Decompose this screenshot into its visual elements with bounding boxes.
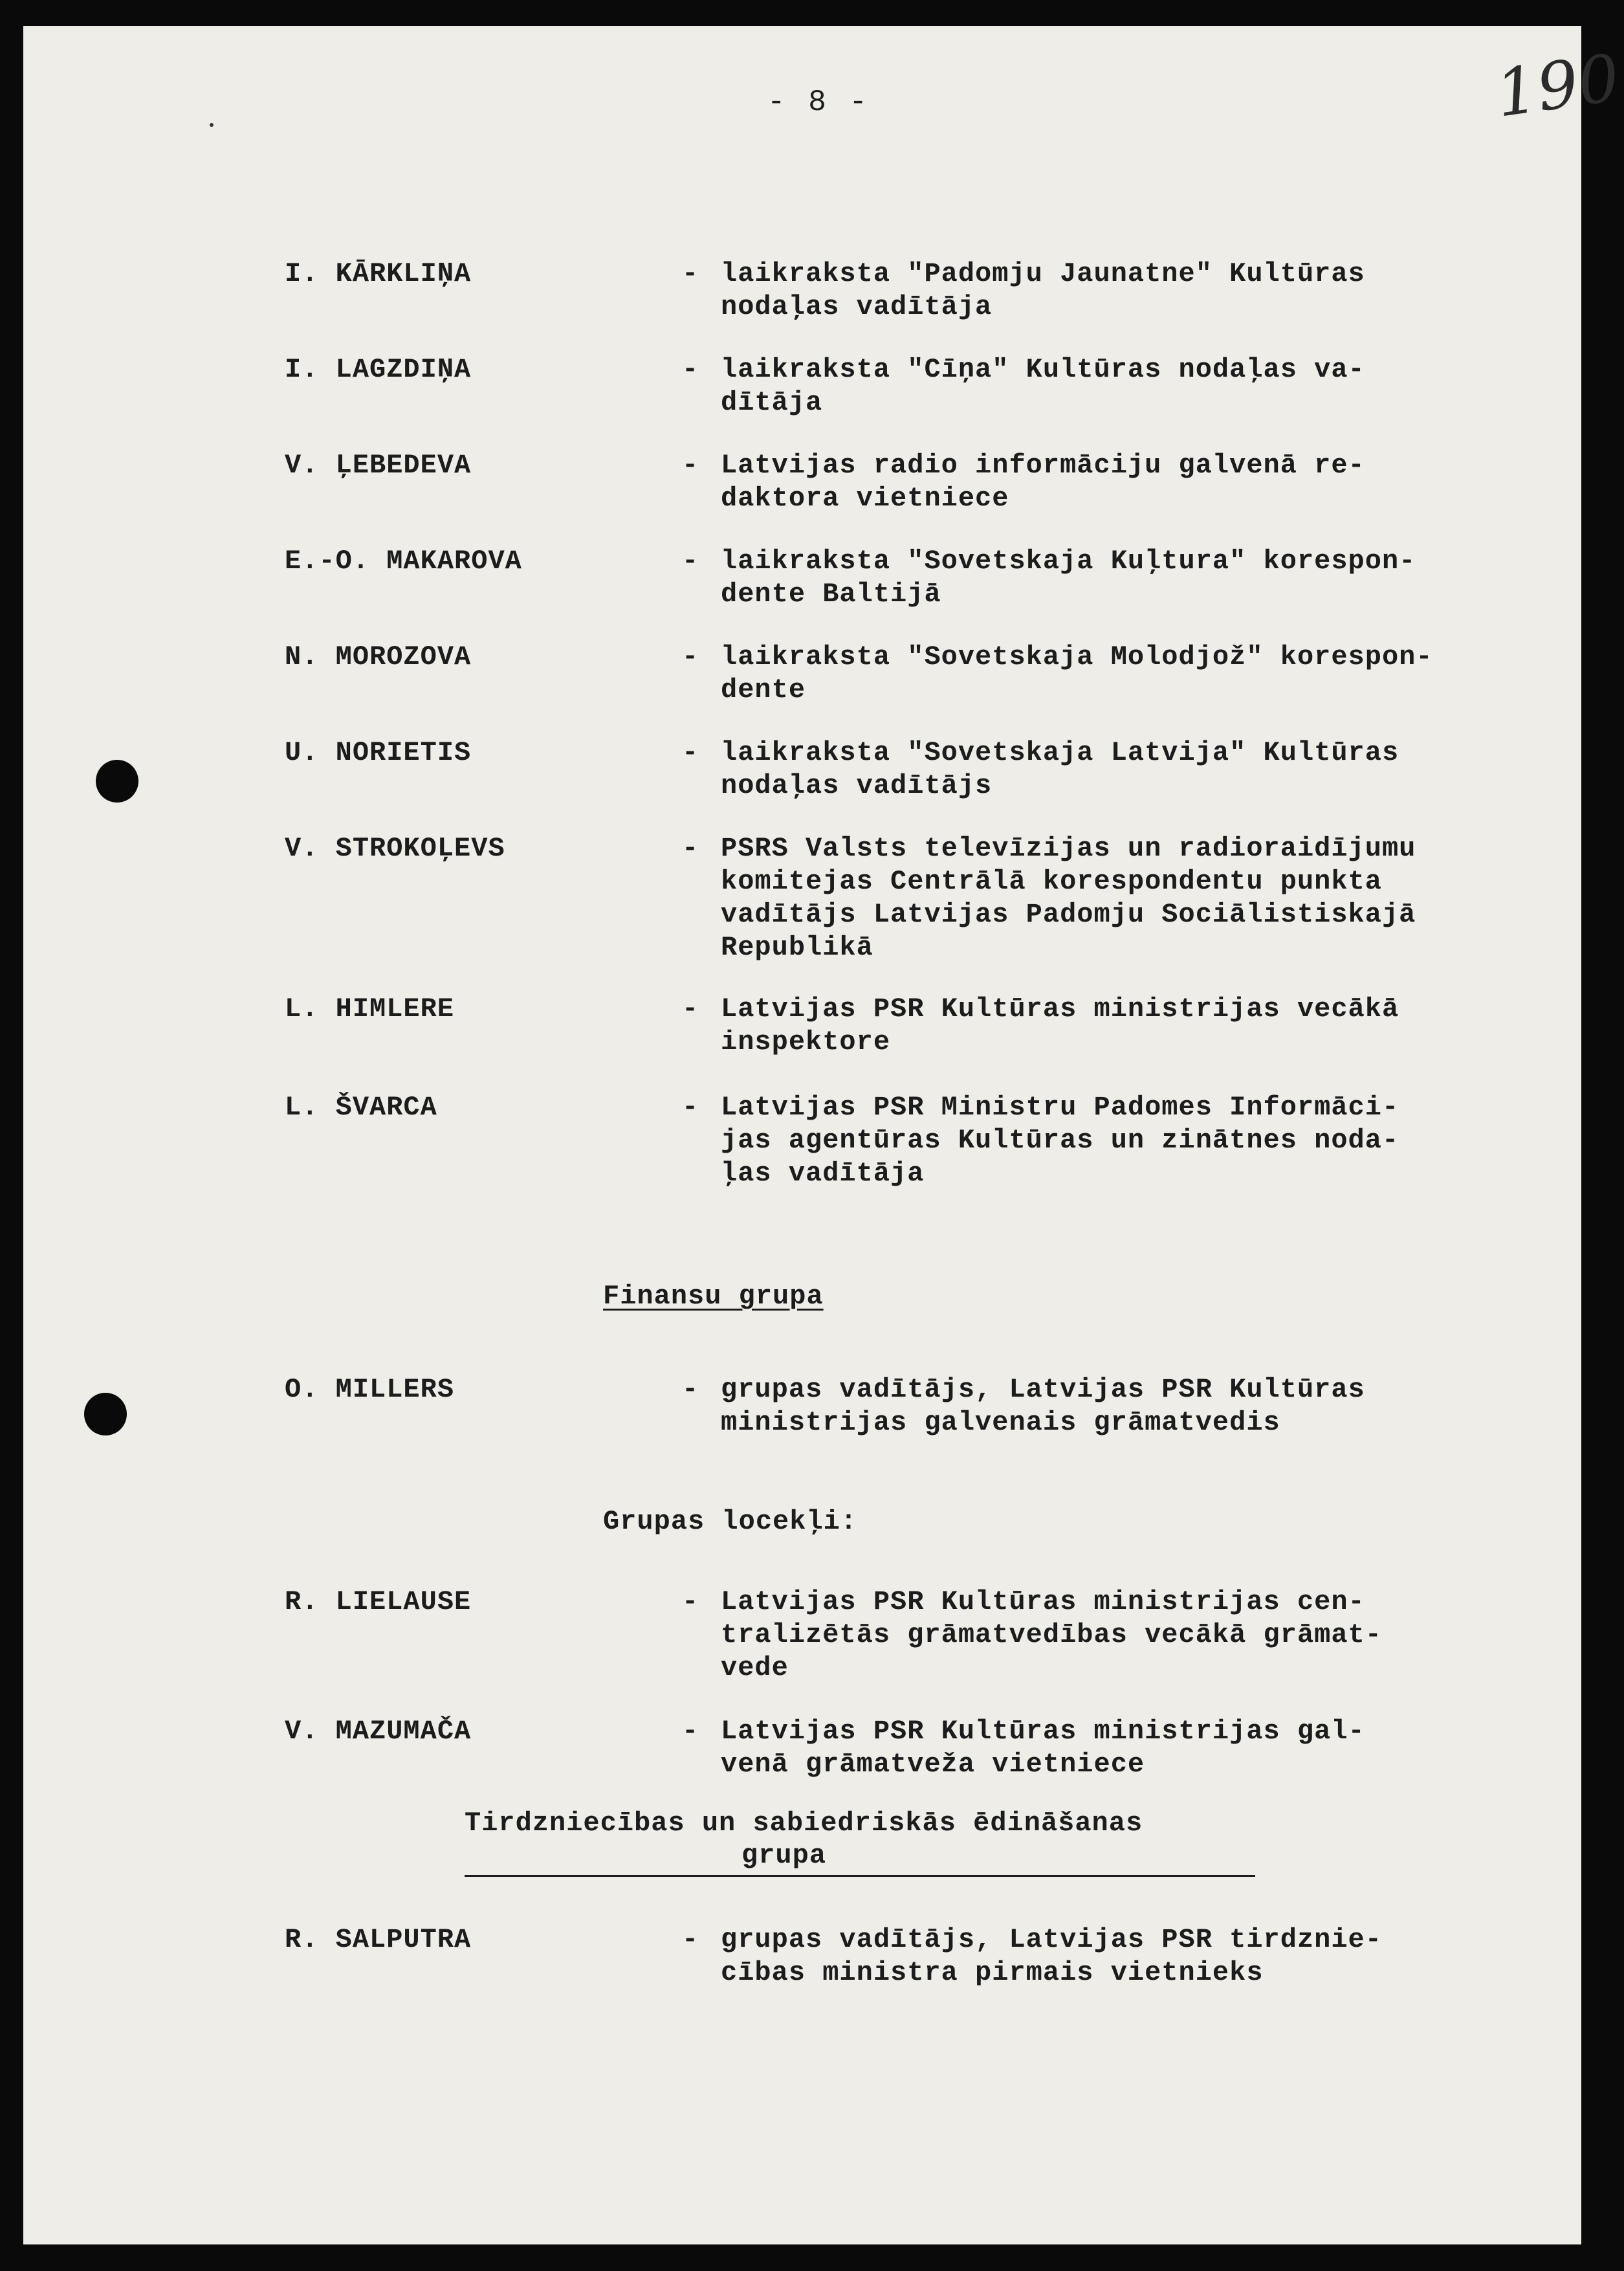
dash: -	[682, 546, 699, 577]
section-heading-trade: Tirdzniecības un sabiedriskās ēdināšanas	[465, 1808, 1143, 1839]
dash: -	[682, 1374, 699, 1405]
dash: -	[682, 641, 699, 672]
page-number: - 8 -	[767, 85, 870, 119]
person-name: O. MILLERS	[285, 1374, 455, 1405]
heading-underline	[465, 1875, 1255, 1877]
dash: -	[682, 450, 699, 481]
person-name: R. LIELAUSE	[285, 1586, 472, 1617]
section-heading-finance: Finansu grupa	[603, 1281, 824, 1312]
dash: -	[682, 993, 699, 1025]
person-role: Latvijas radio informāciju galvenā re- daktora vietniece	[721, 450, 1365, 514]
section-heading-trade-line2: grupa	[741, 1840, 827, 1871]
document-page	[23, 26, 1624, 2244]
dash: -	[682, 1716, 699, 1747]
person-name: L. ŠVARCA	[285, 1092, 437, 1123]
members-label: Grupas locekļi:	[603, 1506, 858, 1537]
person-role: laikraksta "Sovetskaja Kuļtura" korespon- dente Baltijā	[721, 546, 1416, 610]
person-name: V. MAZUMAČA	[285, 1716, 472, 1747]
person-role: Latvijas PSR Kultūras ministrijas vecākā inspektore	[721, 993, 1399, 1058]
dash: -	[682, 258, 699, 289]
person-role: laikraksta "Sovetskaja Latvija" Kultūras nodaļas vadītājs	[721, 737, 1399, 801]
ink-speck	[210, 123, 214, 127]
person-role: laikraksta "Sovetskaja Molodjož" korespon- dente	[721, 641, 1433, 705]
person-name: V. ĻEBEDEVA	[285, 450, 472, 481]
punch-hole-icon	[84, 1393, 127, 1435]
dash: -	[682, 1924, 699, 1955]
person-name: R. SALPUTRA	[285, 1924, 472, 1955]
person-role: Latvijas PSR Kultūras ministrijas gal- venā grāmatveža vietniece	[721, 1716, 1365, 1780]
person-role: Latvijas PSR Kultūras ministrijas cen- tralizētās grāmatvedības vecākā grāmat- vede	[721, 1586, 1382, 1683]
person-role: laikraksta "Padomju Jaunatne" Kultūras nodaļas vadītāja	[721, 258, 1365, 322]
person-name: I. LAGZDIŅA	[285, 354, 472, 385]
person-role: PSRS Valsts televīzijas un radioraidījumu komitejas Centrālā korespondentu punkta vadītājs Latvijas Padomju Sociālistiskajā Republikā	[721, 833, 1416, 963]
person-role: laikraksta "Cīņa" Kultūras nodaļas va- dītāja	[721, 354, 1365, 418]
dash: -	[682, 1586, 699, 1617]
person-name: N. MOROZOVA	[285, 641, 472, 672]
person-role: grupas vadītājs, Latvijas PSR tirdznie- cības ministra pirmais vietnieks	[721, 1924, 1382, 1988]
person-name: V. STROKOĻEVS	[285, 833, 505, 864]
dash: -	[682, 737, 699, 768]
person-role: Latvijas PSR Ministru Padomes Informāci- jas agentūras Kultūras un zinātnes noda- ļas vadītāja	[721, 1092, 1399, 1189]
person-name: E.-O. MAKAROVA	[285, 546, 522, 577]
person-name: L. HIMLERE	[285, 993, 455, 1025]
dash: -	[682, 1092, 699, 1123]
dash: -	[682, 833, 699, 864]
dash: -	[682, 354, 699, 385]
handwritten-folio-number: 190	[1491, 39, 1624, 132]
person-role: grupas vadītājs, Latvijas PSR Kultūras ministrijas galvenais grāmatvedis	[721, 1374, 1365, 1438]
punch-hole-icon	[96, 760, 138, 803]
person-name: U. NORIETIS	[285, 737, 472, 768]
person-name: I. KĀRKLIŅA	[285, 258, 472, 289]
